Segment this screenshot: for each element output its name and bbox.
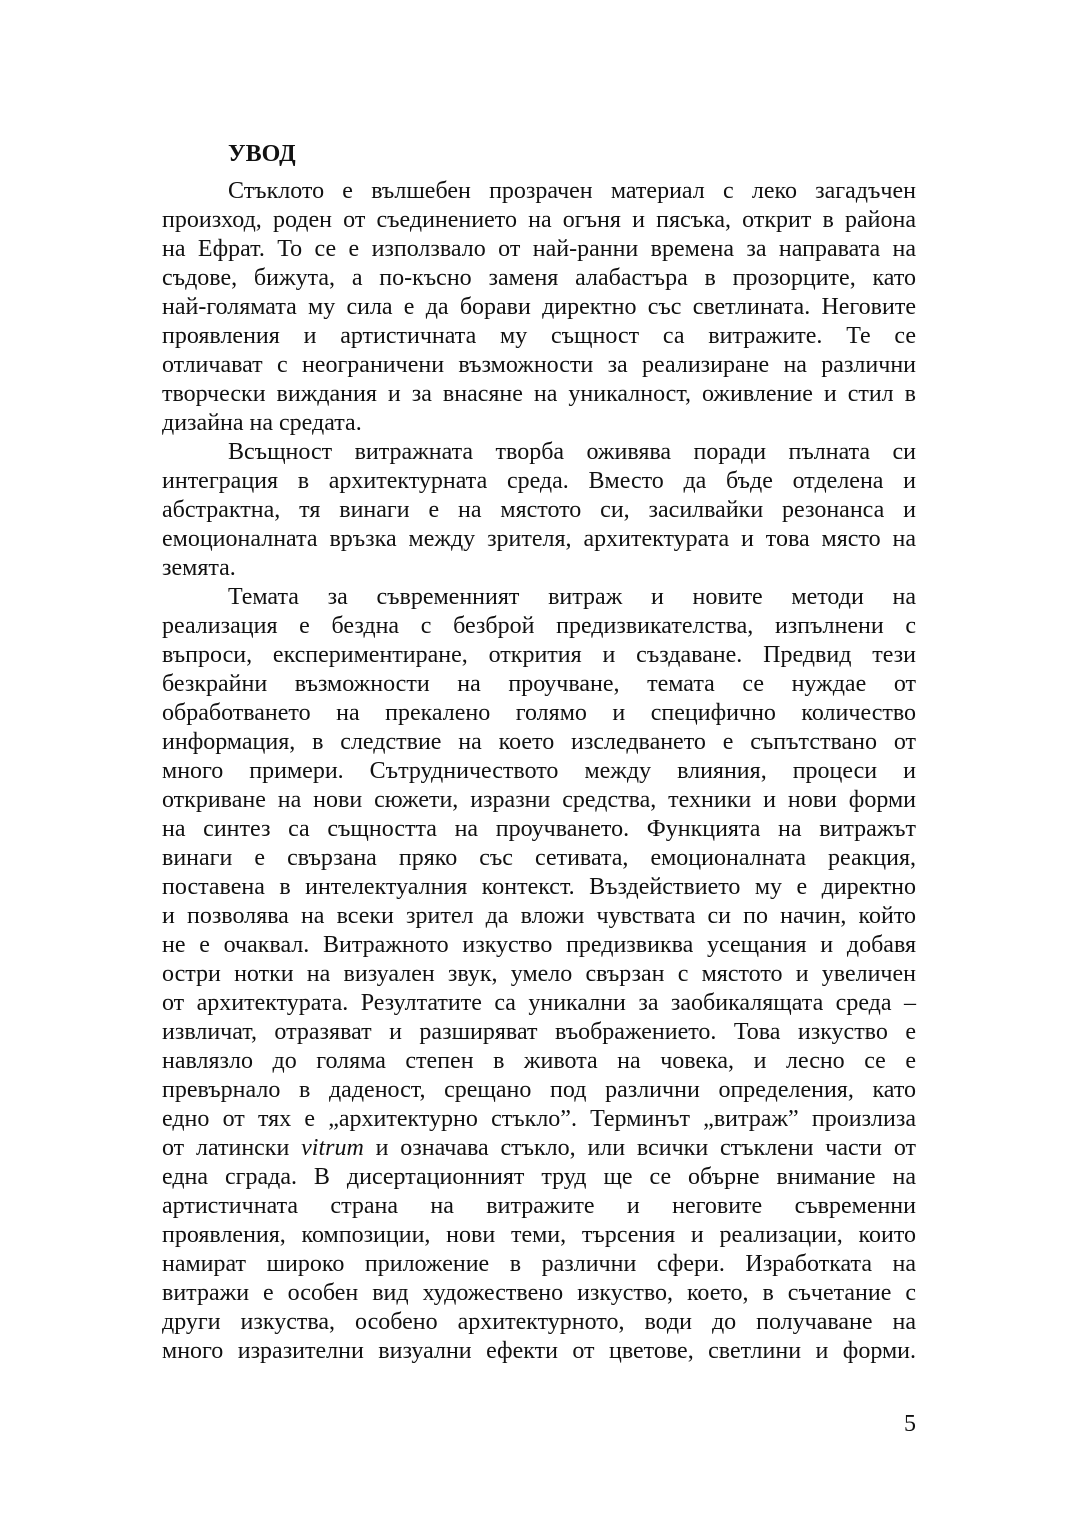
text-line: Темата за съвременният витраж и новите методи на	[228, 584, 916, 610]
text-line: извличат, отразяват и разширяват въображението. Това изкуство е	[162, 1019, 916, 1045]
text-line: много примери. Сътрудничеството между влияния, процеси и	[162, 758, 916, 784]
text-line: интеграция в архитектурната среда. Вместо да бъде отделена и	[162, 468, 916, 494]
text-line: навлязло до голяма степен в живота на човека, и лесно се е	[162, 1048, 916, 1074]
text-line: земята.	[162, 555, 236, 581]
text-line: витражи е особен вид художествено изкуство, което, в съчетание с	[162, 1280, 916, 1306]
text-line: произход, роден от съединението на огъня и пясъка, открит в района	[162, 207, 916, 233]
text-line: една сграда. В дисертационният труд ще се обърне внимание на	[162, 1164, 916, 1190]
text-line: проявления, композиции, нови теми, търсения и реализации, които	[162, 1222, 916, 1248]
text-line: отличават с неограничени възможности за реализиране на различни	[162, 352, 916, 378]
text-line: съдове, бижута, а по-късно заменя алабастъра в прозорците, като	[162, 265, 916, 291]
text-line: винаги е свързана пряко със сетивата, емоционалната реакция,	[162, 845, 916, 871]
text-line: от латински vitrum и означава стъкло, или всички стъклени части от	[162, 1135, 916, 1161]
text-line: Стъклото е вълшебен прозрачен материал с леко загадъчен	[228, 178, 916, 204]
text-line: едно от тях е „архитектурно стъкло”. Терминът „витраж” произлиза	[162, 1106, 916, 1132]
text-line: поставена в интелектуалния контекст. Въздействието му е директно	[162, 874, 916, 900]
latin-term: vitrum	[301, 1135, 364, 1161]
text-line: други изкуства, особено архитектурното, води до получаване на	[162, 1309, 916, 1335]
text-line: и позволява на всеки зрител да вложи чувствата си по начин, който	[162, 903, 916, 929]
text-line: Всъщност витражната творба оживява поради пълната си	[228, 439, 916, 465]
text-line: не е очаквал. Витражното изкуство предизвиква усещания и добавя	[162, 932, 916, 958]
text-line: информация, в следствие на което изследването е съпътствано от	[162, 729, 916, 755]
text-line: безкрайни възможности на проучване, темата се нуждае от	[162, 671, 916, 697]
page-heading: УВОД	[228, 141, 296, 167]
text-line: творчески виждания и за внасяне на уникалност, оживление и стил в	[162, 381, 916, 407]
paragraph-1	[162, 177, 916, 438]
text-line: дизайна на средата.	[162, 410, 362, 436]
text-line: остри нотки на визуален звук, умело свързан с мястото и увеличен	[162, 961, 916, 987]
text-line: превърнало в даденост, срещано под различни определения, като	[162, 1077, 916, 1103]
text-line: на Ефрат. То се е използвало от най-ранни времена за направата на	[162, 236, 916, 262]
text-line: обработването на прекалено голямо и специфично количество	[162, 700, 916, 726]
text-line: много изразителни визуални ефекти от цветове, светлини и форми.	[162, 1338, 916, 1364]
text-line: абстрактна, тя винаги е на мястото си, засилвайки резонанса и	[162, 497, 916, 523]
text-line: на синтез са същността на проучването. Функцията на витражът	[162, 816, 916, 842]
text-line: проявления и артистичната му същност са витражите. Те се	[162, 323, 916, 349]
text-line: реализация е бездна с безброй предизвикателства, изпълнени с	[162, 613, 916, 639]
text-line: най-голямата му сила е да борави директно със светлината. Неговите	[162, 294, 916, 320]
paragraph-2	[162, 438, 916, 583]
text-line: откриване на нови сюжети, изразни средства, техники и нови форми	[162, 787, 916, 813]
text-line: емоционалната връзка между зрителя, архитектурата и това място на	[162, 526, 916, 552]
text-line: въпроси, експериментиране, открития и създаване. Предвид тези	[162, 642, 916, 668]
text-line: артистичната страна на витражите и неговите съвременни	[162, 1193, 916, 1219]
text-line: намират широко приложение в различни сфери. Изработката на	[162, 1251, 916, 1277]
paragraph-3	[162, 583, 916, 1366]
body-text	[162, 177, 916, 1366]
page-number: 5	[904, 1411, 916, 1437]
text-line: от архитектурата. Резултатите са уникални за заобикалящата среда –	[162, 990, 916, 1016]
